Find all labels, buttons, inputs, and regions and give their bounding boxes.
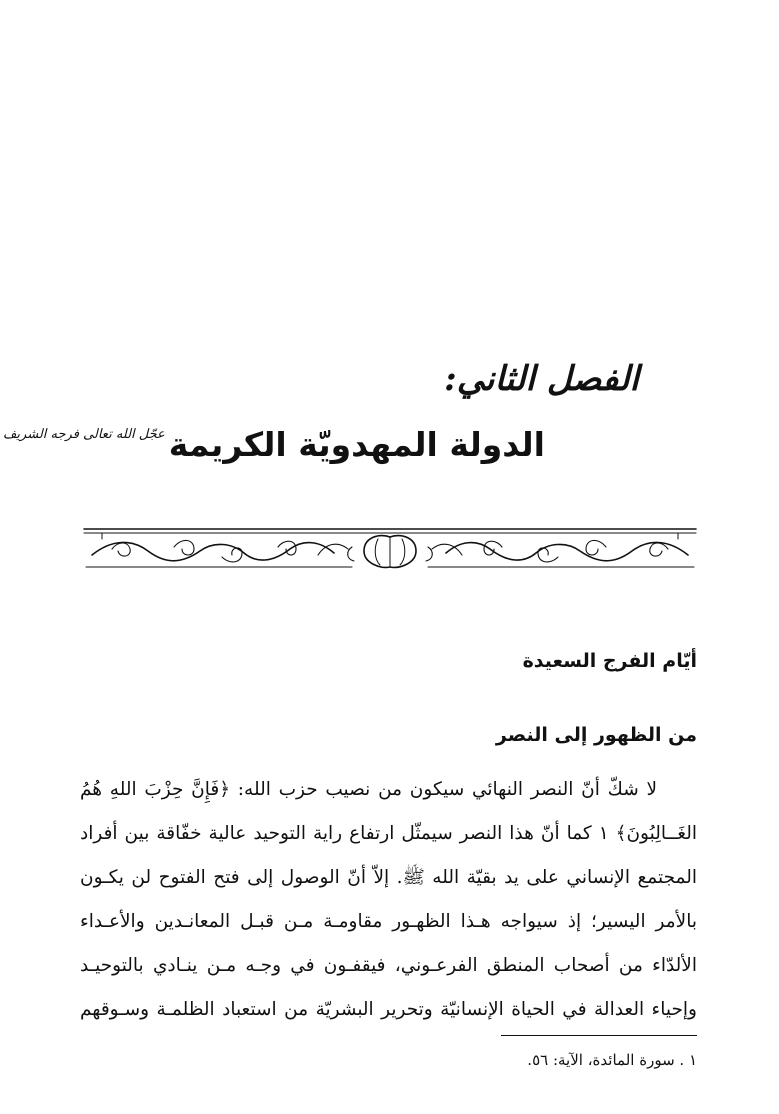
body-line: الألدّاء من أصحاب المنطق الفرعـوني، فيقفـون في وجـه مـن ينـادي بالتوحيـد [80, 955, 697, 976]
body-line: لا شكّ أنّ النصر النهائي سيكون من نصيب حزب الله: ﴿فَإِنَّ حِزْبَ اللهِ هُمُ [80, 779, 657, 800]
chapter-title: الدولة المهدويّة الكريمة [168, 425, 545, 464]
body-line: وإحياء العدالة في الحياة الإنسانيّة وتحرير البشريّة من استعباد الظلمـة وسـوقهم [80, 999, 697, 1020]
footnote: ١ . سورة المائدة، الآية: ٥٦. [527, 1051, 697, 1069]
body-line: الغَــالِبُونَ﴾ ١ كما أنّ هذا النصر سيمثّل ارتفاع راية التوحيد عالية خفّاقة بين أفراد [80, 823, 697, 844]
body-line: المجتمع الإنساني على يد بقيّة الله ﷺ. إلاّ أنّ الوصول إلى فتح الفتوح لن يكـون [80, 867, 697, 888]
body-paragraph [80, 768, 697, 1032]
footnote-divider [501, 1035, 697, 1036]
subsection-heading: من الظهور إلى النصر [495, 724, 697, 746]
decorative-divider [82, 525, 698, 575]
chapter-label: الفصل الثاني: [444, 359, 639, 399]
body-line: بالأمر اليسير؛ إذ سيواجه هـذا الظهـور مقاومـة مـن قبـل المعانـدين والأعـداء [80, 911, 697, 932]
section-heading: أيّام الفرج السعيدة [522, 650, 697, 672]
honorific-glyph: عجّل الله تعالى فرجه الشريف [2, 427, 165, 442]
chapter-title-block [2, 425, 545, 464]
